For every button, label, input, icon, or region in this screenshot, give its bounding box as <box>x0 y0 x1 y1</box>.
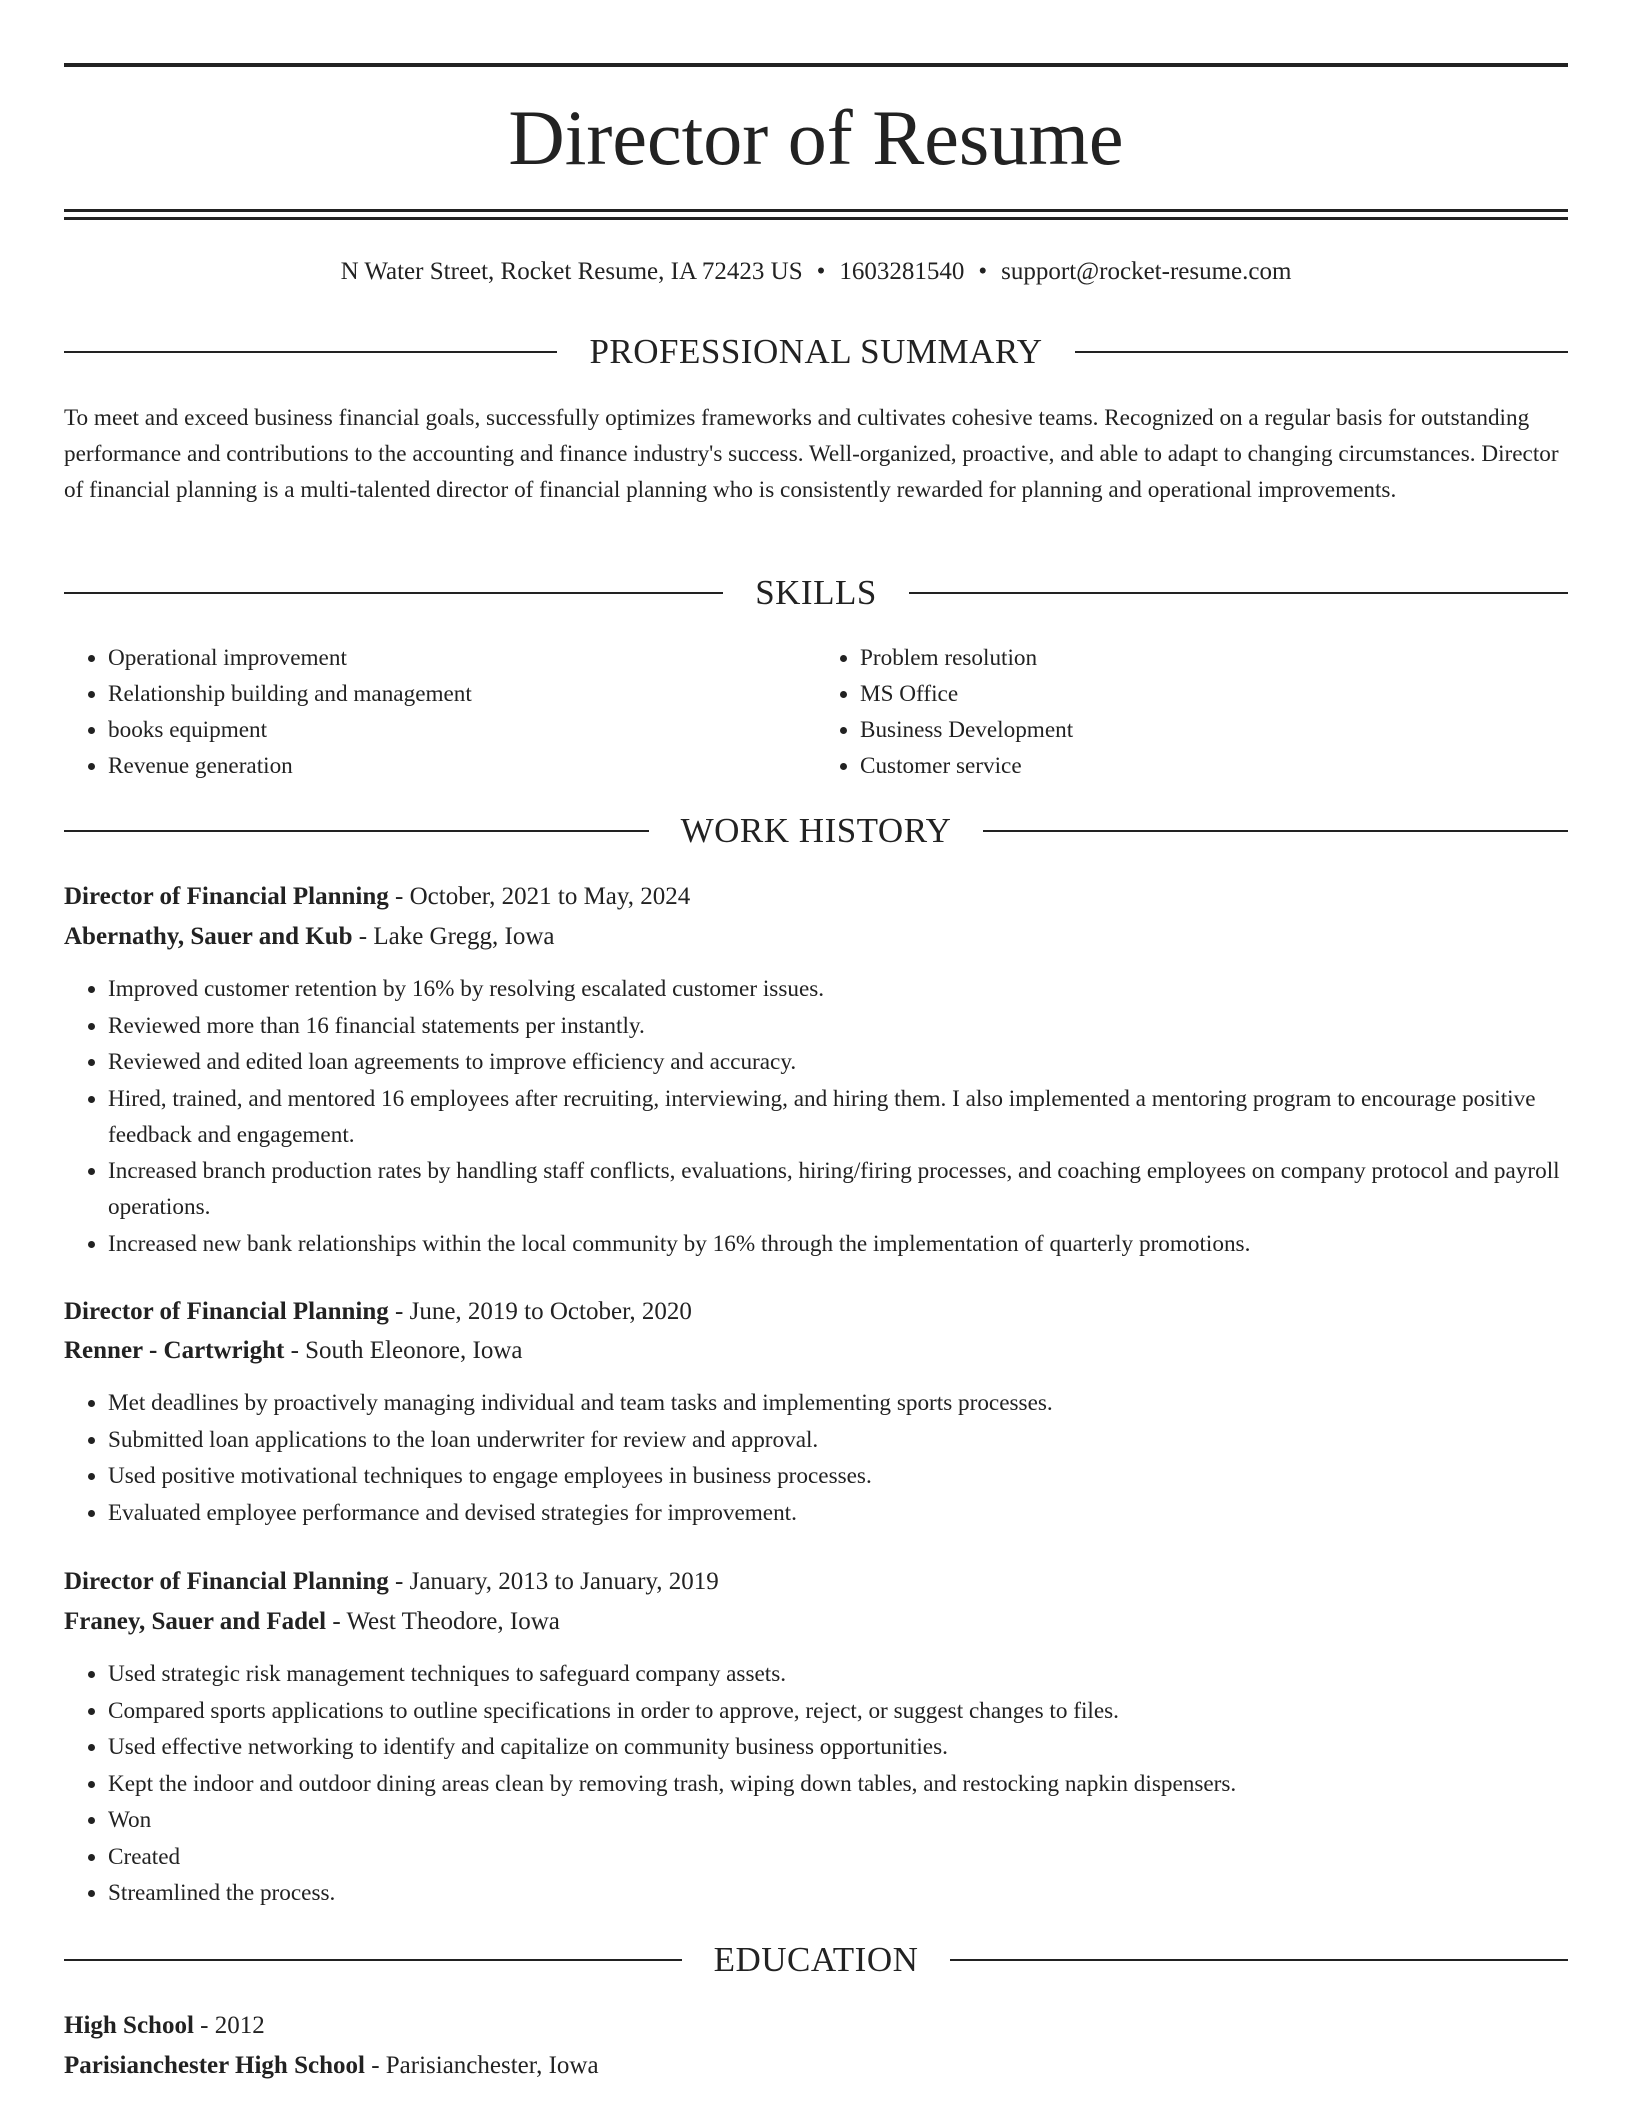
job-title-line <box>64 1292 1568 1332</box>
skill-item: • books equipment <box>108 712 816 748</box>
dash: - <box>358 923 368 950</box>
job-location: Lake Gregg, Iowa <box>373 923 555 950</box>
education-location: Parisianchester, Iowa <box>385 2052 599 2079</box>
section-rule-right <box>1075 351 1568 353</box>
job-company-line <box>64 1602 1568 1642</box>
dash: - <box>290 1337 299 1364</box>
dash: - <box>395 1298 404 1325</box>
job-bullet: • Hired, trained, and mentored 16 employees after recruiting, interviewing, and hiring them. I also implemented a mentoring program to encourage positive feedback and engagement. <box>108 1081 1568 1153</box>
summary-text: To meet and exceed business financial goals, successfully optimizes frameworks and cultivates cohesive teams. Recognized on a regular basis for outstanding performance and contributions to the accounting and finance industry's success. Well-organized, proactive, and able to adapt to changing circumstances. Director of financial planning is a multi-talented director of financial planning who is consistently rewarded for planning and operational improvements. <box>64 405 1559 503</box>
section-header-education <box>64 1938 1568 1982</box>
job-bullet: • Met deadlines by proactively managing individual and team tasks and implementing sports processes. <box>108 1385 1568 1421</box>
dash: - <box>395 883 404 910</box>
job-bullet: • Increased branch production rates by handling staff conflicts, evaluations, hiring/firing processes, and coaching employees on company protocol and payroll operations. <box>108 1153 1568 1225</box>
header-top-rule <box>64 63 1568 67</box>
skills-grid <box>64 640 1568 784</box>
job-company: Abernathy, Sauer and Kub <box>64 923 353 950</box>
job-bullet: • Streamlined the process. <box>108 1875 1568 1911</box>
section-rule-left <box>64 592 723 594</box>
section-rule-right <box>909 592 1568 594</box>
job-title: Director of Financial Planning <box>64 1298 389 1325</box>
job-bullet: • Reviewed and edited loan agreements to improve efficiency and accuracy. <box>108 1044 1568 1080</box>
dash: - <box>200 2012 209 2039</box>
skill-item: • Customer service <box>860 748 1568 784</box>
job-location: West Theodore, Iowa <box>346 1608 560 1635</box>
job-title-line <box>64 877 1568 917</box>
section-header-skills <box>64 571 1568 615</box>
job-company-line <box>64 917 1568 957</box>
job-bullets <box>64 1656 1568 1912</box>
job-bullets <box>64 1385 1568 1531</box>
section-title-skills: SKILLS <box>755 573 877 612</box>
education-degree-line <box>64 2006 1568 2046</box>
job-dates: January, 2013 to January, 2019 <box>409 1568 719 1595</box>
job-company-line <box>64 1331 1568 1371</box>
job-bullet: • Used strategic risk management techniques to safeguard company assets. <box>108 1656 1568 1692</box>
job-bullet: • Evaluated employee performance and devised strategies for improvement. <box>108 1495 1568 1531</box>
skill-item: • Business Development <box>860 712 1568 748</box>
job-dates: June, 2019 to October, 2020 <box>409 1298 692 1325</box>
dash: - <box>371 2052 380 2079</box>
job-bullet: • Created <box>108 1839 1568 1875</box>
job-bullet: • Compared sports applications to outline specifications in order to approve, reject, or suggest changes to files. <box>108 1693 1568 1729</box>
section-header-work <box>64 809 1568 853</box>
section-rule-right <box>950 1959 1568 1961</box>
job-bullet: • Used effective networking to identify and capitalize on community business opportunities. <box>108 1729 1568 1765</box>
education-degree: High School <box>64 2012 194 2039</box>
section-header-summary <box>64 330 1568 374</box>
job-bullet: • Increased new bank relationships within the local community by 16% through the implementation of quarterly promotions. <box>108 1226 1568 1262</box>
education-school: Parisianchester High School <box>64 2052 365 2079</box>
job-bullet: • Submitted loan applications to the loan underwriter for review and approval. <box>108 1422 1568 1458</box>
contact-separator: • <box>816 258 826 285</box>
job-title-line <box>64 1562 1568 1602</box>
job-bullet: • Used positive motivational techniques to engage employees in business processes. <box>108 1458 1568 1494</box>
job-company: Franey, Sauer and Fadel <box>64 1608 327 1635</box>
education-year: 2012 <box>214 2012 265 2039</box>
section-rule-left <box>64 1959 682 1961</box>
section-title-education: EDUCATION <box>713 1940 919 1979</box>
skills-column-right <box>816 640 1568 784</box>
skill-item: • MS Office <box>860 676 1568 712</box>
skill-item: • Problem resolution <box>860 640 1568 676</box>
job-title: Director of Financial Planning <box>64 883 389 910</box>
dash: - <box>395 1568 404 1595</box>
job-dates: October, 2021 to May, 2024 <box>409 883 691 910</box>
job-bullet: • Kept the indoor and outdoor dining areas clean by removing trash, wiping down tables, and restocking napkin dispensers. <box>108 1766 1568 1802</box>
skills-column-left <box>64 640 816 784</box>
section-rule-right <box>983 830 1568 832</box>
job-company: Renner - Cartwright <box>64 1337 285 1364</box>
contact-email: support@rocket-resume.com <box>1001 258 1292 285</box>
skill-item: • Operational improvement <box>108 640 816 676</box>
section-title-summary: PROFESSIONAL SUMMARY <box>589 332 1043 371</box>
contact-phone: 1603281540 <box>839 258 965 285</box>
education-school-line <box>64 2046 1568 2086</box>
job-bullet: • Improved customer retention by 16% by resolving escalated customer issues. <box>108 971 1568 1007</box>
job-title: Director of Financial Planning <box>64 1568 389 1595</box>
contact-address: N Water Street, Rocket Resume, IA 72423 US <box>340 258 803 285</box>
job-bullets <box>64 971 1568 1262</box>
contact-separator: • <box>978 258 988 285</box>
job-bullet: • Won <box>108 1802 1568 1838</box>
section-title-work: WORK HISTORY <box>680 811 952 850</box>
resume-name: Director of Resume <box>508 94 1124 181</box>
job-location: South Eleonore, Iowa <box>305 1337 523 1364</box>
dash: - <box>332 1608 341 1635</box>
section-rule-left <box>64 830 649 832</box>
skill-item: • Relationship building and management <box>108 676 816 712</box>
job-bullet: • Reviewed more than 16 financial statements per instantly. <box>108 1008 1568 1044</box>
section-rule-left <box>64 351 557 353</box>
skill-item: • Revenue generation <box>108 748 816 784</box>
contact-line <box>64 255 1568 289</box>
header-double-rule <box>64 209 1568 220</box>
